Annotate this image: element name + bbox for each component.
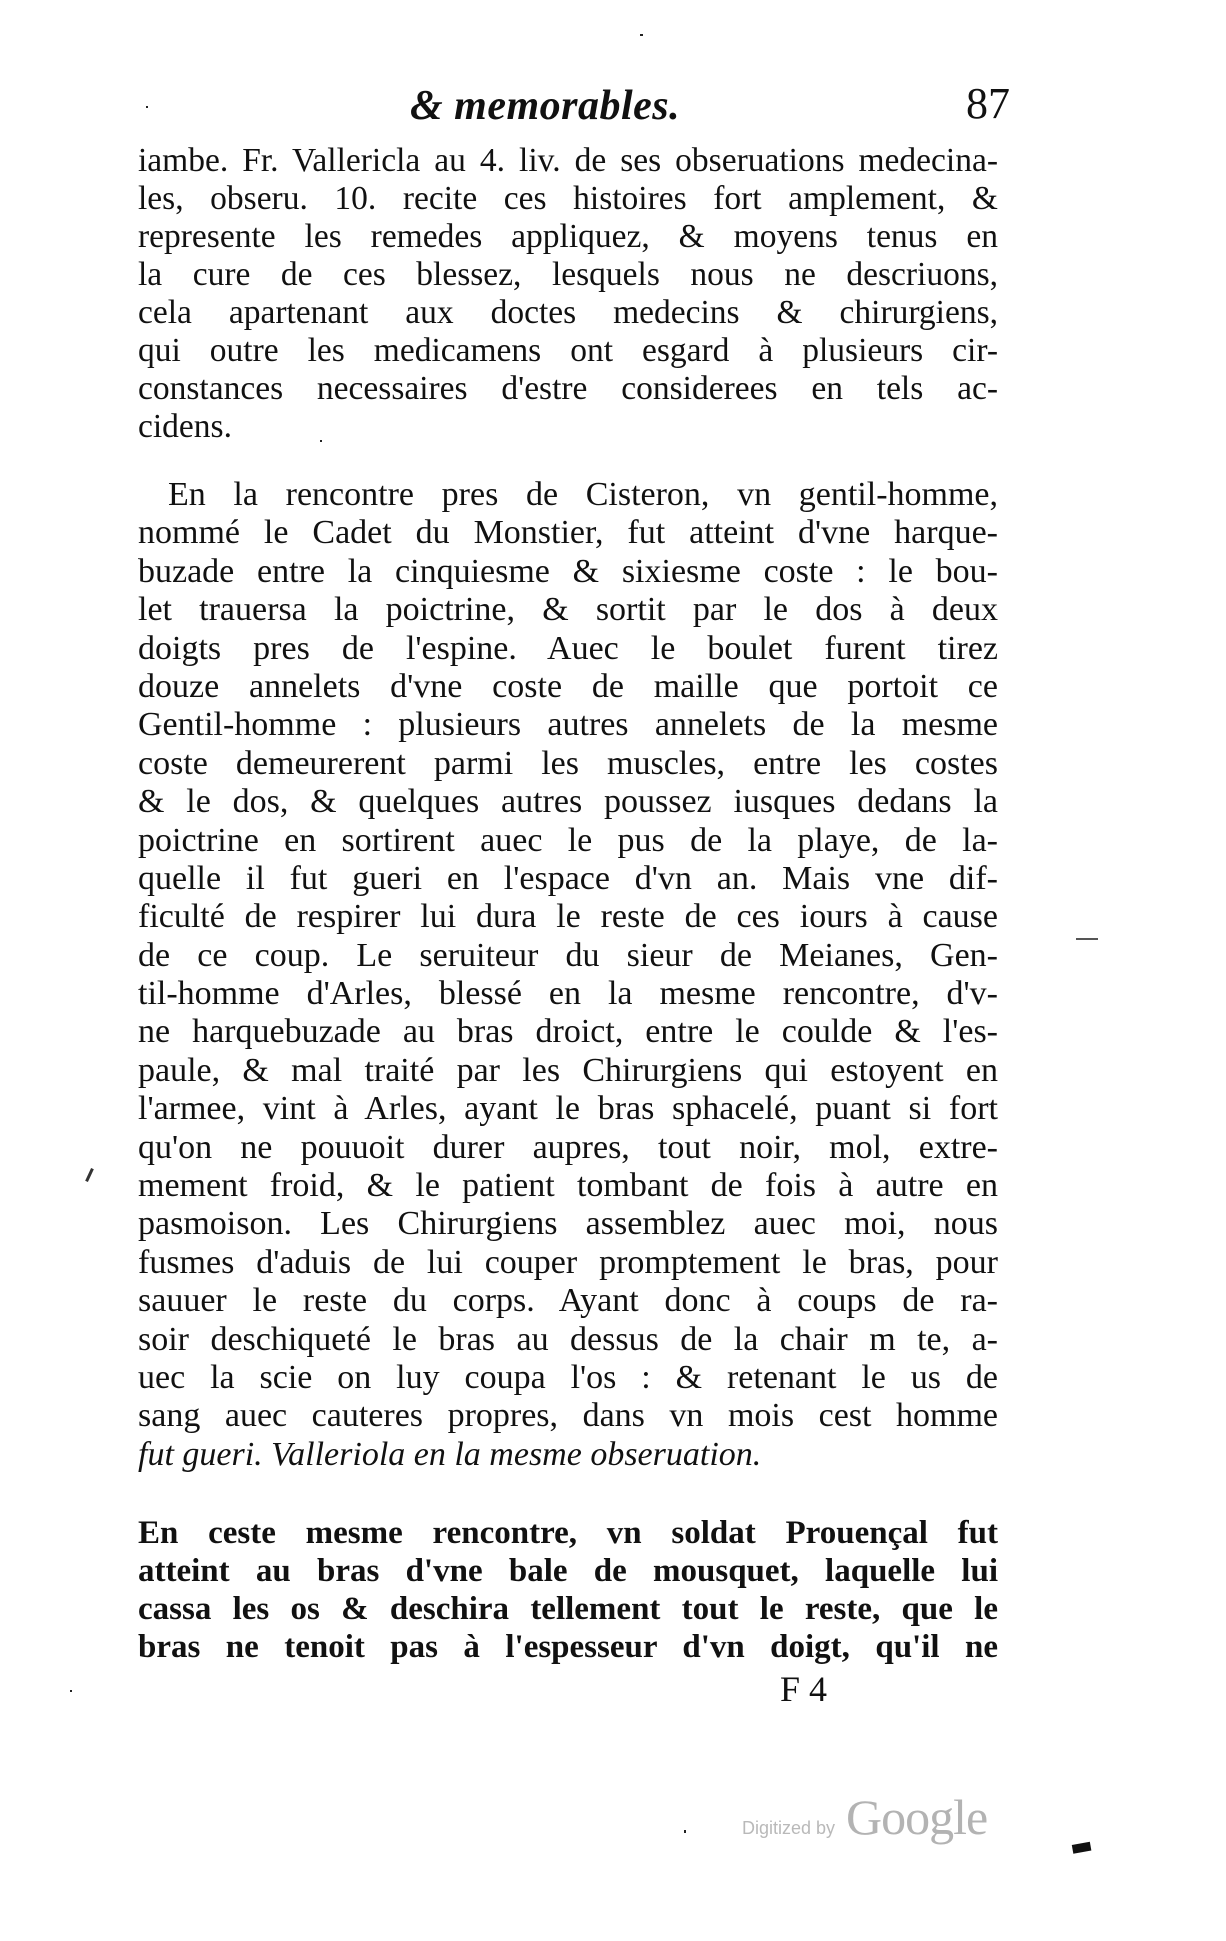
text-line: de ce coup. Le seruiteur du sieur de Meianes, Gen-: [138, 936, 998, 974]
margin-dash-mark: [1076, 938, 1098, 940]
text-line: atteint au bras d'vne bale de mousquet, laquelle lui: [138, 1553, 998, 1590]
text-line: cela apartenant aux doctes medecins & chirurgiens,: [138, 294, 998, 331]
text-line: fut gueri. Valleriola en la mesme obseruation.: [138, 1435, 762, 1473]
text-line: ne harquebuzade au bras droict, entre le coulde & l'es-: [138, 1013, 998, 1051]
text-line: douze annelets d'vne coste de maille que portoit ce: [138, 667, 998, 705]
body-text: [138, 142, 998, 1666]
ink-speck: [320, 440, 322, 442]
text-line: cassa les os & deschira tellement tout le reste, que le: [138, 1591, 998, 1628]
text-line: la cure de ces blessez, lesquels nous ne descriuons,: [138, 256, 998, 293]
text-line: represente les remedes appliquez, & moyens tenus en: [138, 218, 998, 255]
paragraph-1: [138, 142, 998, 446]
text-line: En ceste mesme rencontre, vn soldat Prouençal fut: [138, 1515, 998, 1552]
text-line: soir deschiqueté le bras au dessus de la chair m te, a-: [138, 1320, 998, 1358]
margin-tick-mark: [85, 1168, 94, 1182]
text-line: paule, & mal traité par les Chirurgiens qui estoyent en: [138, 1051, 998, 1089]
text-line: qu'on ne pouuoit durer aupres, tout noir, mol, extre-: [138, 1128, 998, 1166]
text-line: bras ne tenoit pas à l'espesseur d'vn doigt, qu'il ne: [138, 1629, 998, 1666]
text-line: pasmoison. Les Chirurgiens assemblez auec moi, nous: [138, 1205, 998, 1243]
signature-mark: F 4: [780, 1669, 828, 1709]
text-line: quelle il fut gueri en l'espace d'vn an. Mais vne dif-: [138, 859, 998, 897]
text-line: ficulté de respirer lui dura le reste de ces iours à cause: [138, 898, 998, 936]
text-line: poictrine en sortirent auec le pus de la playe, de la-: [138, 821, 998, 859]
text-line: sang auec cauteres propres, dans vn mois cest homme: [138, 1397, 998, 1435]
text-line: uec la scie on luy coupa l'os : & retenant le us de: [138, 1358, 998, 1396]
running-head: & memorables.: [410, 83, 681, 129]
corner-ink-mark-icon: ▬: [1067, 1830, 1095, 1862]
text-line: En la rencontre pres de Cisteron, vn gentil-homme,: [168, 476, 998, 513]
text-line: constances necessaires d'estre considerees en tels ac-: [138, 370, 998, 407]
ink-speck: [684, 1830, 686, 1833]
text-line: let trauersa la poictrine, & sortit par le dos à deux: [138, 591, 998, 629]
text-line: sauuer le reste du corps. Ayant donc à coups de ra-: [138, 1282, 998, 1320]
digitized-by-label: Digitized by: [742, 1818, 836, 1838]
ink-speck: [70, 1690, 72, 1692]
text-line: buzade entre la cinquiesme & sixiesme coste : le bou-: [138, 552, 998, 590]
text-line: fusmes d'aduis de lui couper promptement le bras, pour: [138, 1243, 998, 1281]
text-line: l'armee, vint à Arles, ayant le bras sphacelé, puant si fort: [138, 1090, 998, 1128]
text-line: til-homme d'Arles, blessé en la mesme rencontre, d'v-: [138, 975, 998, 1013]
paragraph-3: [138, 1514, 998, 1666]
text-line: les, obseru. 10. recite ces histoires fort amplement, &: [138, 180, 998, 217]
ink-speck: [146, 106, 148, 108]
ink-speck: [640, 34, 643, 36]
text-line: cidens.: [138, 408, 232, 445]
text-line: iambe. Fr. Vallericla au 4. liv. de ses obseruations medecina-: [138, 142, 998, 179]
google-watermark-logo: Google: [846, 1789, 988, 1845]
paragraph-2: [138, 476, 998, 1474]
text-line: mement froid, & le patient tombant de fois à autre en: [138, 1167, 998, 1205]
page-header: [140, 79, 1010, 142]
page-number: 87: [966, 79, 1010, 128]
text-line: Gentil-homme : plusieurs autres annelets de la mesme: [138, 706, 998, 744]
text-line: doigts pres de l'espine. Auec le boulet furent tirez: [138, 629, 998, 667]
text-line: qui outre les medicamens ont esgard à plusieurs cir-: [138, 332, 998, 369]
text-line: coste demeurerent parmi les muscles, entre les costes: [138, 744, 998, 782]
text-line: & le dos, & quelques autres poussez iusques dedans la: [138, 783, 998, 821]
text-line: nommé le Cadet du Monstier, fut atteint d'vne harque-: [138, 514, 998, 552]
